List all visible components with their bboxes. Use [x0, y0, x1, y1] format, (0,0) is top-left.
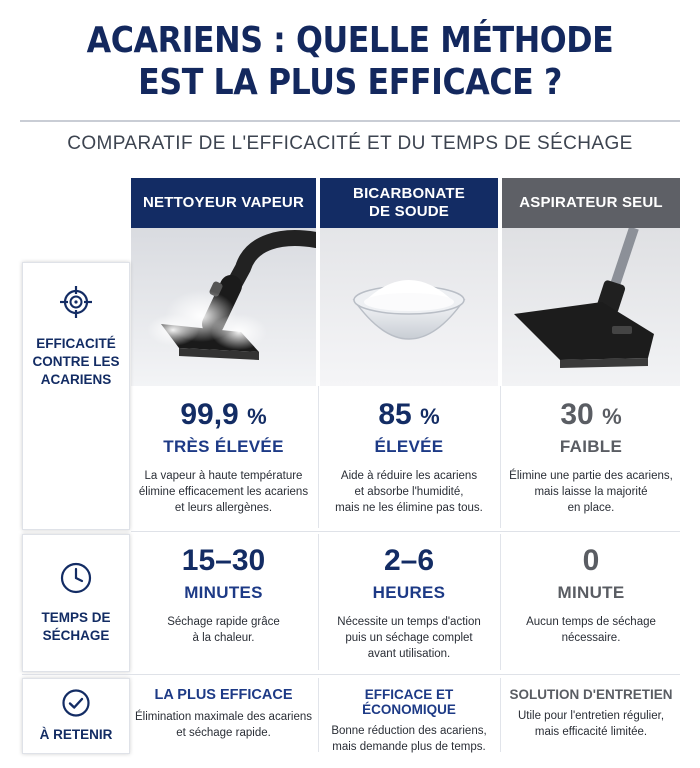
- efficacy-desc-steam-3: et leurs allergènes.: [174, 502, 273, 514]
- drying-desc-vacuum-1: Aucun temps de séchage: [526, 616, 656, 628]
- drying-cell-steam: [131, 544, 316, 646]
- efficacy-value-steam: 99,9: [180, 398, 239, 431]
- column-divider: [318, 678, 319, 752]
- row-label-retain-text: À RETENIR: [39, 727, 113, 742]
- vacuum-image: [502, 228, 680, 386]
- retain-desc-vacuum-2: mais efficacité limitée.: [534, 726, 648, 738]
- retain-desc-bicarbonate-2: mais demande plus de temps.: [332, 741, 486, 753]
- retain-title-vacuum: SOLUTION D'ENTRETIEN: [509, 687, 673, 702]
- baking-soda-image: [320, 228, 498, 386]
- retain-cell-vacuum: [502, 687, 680, 740]
- drying-value-vacuum: 0: [582, 544, 600, 577]
- efficacy-cell-bicarbonate: [320, 398, 498, 516]
- steam-cleaner-image: [131, 228, 316, 386]
- drying-unit-bicarbonate: HEURES: [372, 583, 446, 602]
- drying-desc-bicarbonate-2: puis un séchage complet: [345, 632, 473, 644]
- efficacy-desc-bicarbonate-1: Aide à réduire les acariens: [340, 470, 478, 482]
- retain-cell-bicarbonate: [320, 687, 498, 755]
- efficacy-cell-steam: [131, 398, 316, 516]
- row-label-efficacy-line2: CONTRE LES: [32, 354, 120, 369]
- row-label-retain: [22, 678, 130, 754]
- efficacy-level-bicarbonate: ÉLEVÉE: [374, 437, 444, 456]
- title-line-1: ACARIENS : QUELLE MÉTHODE: [86, 20, 614, 61]
- efficacy-cell-vacuum: [502, 398, 680, 516]
- row-label-efficacy: [22, 262, 130, 530]
- column-divider: [500, 534, 501, 670]
- drying-desc-vacuum-2: nécessaire.: [561, 632, 621, 644]
- efficacy-level-vacuum: FAIBLE: [559, 437, 623, 456]
- drying-desc-bicarbonate-1: Nécessite un temps d'action: [337, 616, 481, 628]
- row-divider: [131, 531, 680, 532]
- drying-value-bicarbonate: 2–6: [383, 544, 435, 577]
- row-label-drying-line1: TEMPS DE: [41, 610, 111, 625]
- efficacy-unit-bicarbonate: %: [420, 404, 440, 429]
- efficacy-desc-bicarbonate-2: et absorbe l'humidité,: [354, 486, 464, 498]
- drying-value-steam: 15–30: [181, 544, 266, 577]
- efficacy-value-vacuum: 30: [560, 398, 594, 431]
- retain-desc-steam-1: Élimination maximale des acariens: [134, 711, 313, 723]
- check-circle-icon: [61, 688, 91, 718]
- drying-unit-vacuum: MINUTE: [557, 583, 625, 602]
- column-header-steam: [131, 178, 316, 228]
- subtitle: COMPARATIF DE L'EFFICACITÉ ET DU TEMPS DE SÉCHAGE: [67, 133, 633, 154]
- row-label-drying: [22, 534, 130, 672]
- efficacy-desc-steam-1: La vapeur à haute température: [144, 470, 303, 482]
- efficacy-value-bicarbonate: 85: [378, 398, 412, 431]
- drying-desc-steam-2: à la chaleur.: [192, 632, 255, 644]
- row-label-efficacy-line3: ACARIENS: [40, 372, 112, 387]
- retain-desc-steam-2: et séchage rapide.: [176, 727, 271, 739]
- column-divider: [318, 534, 319, 670]
- clock-icon: [59, 561, 93, 595]
- retain-title-steam: LA PLUS EFFICACE: [154, 687, 293, 703]
- efficacy-level-steam: TRÈS ÉLEVÉE: [163, 437, 284, 456]
- column-divider: [500, 678, 501, 752]
- efficacy-unit-steam: %: [247, 404, 267, 429]
- row-label-drying-line2: SÉCHAGE: [42, 628, 110, 643]
- title-divider: [20, 120, 680, 122]
- retain-desc-vacuum-1: Utile pour l'entretien régulier,: [517, 710, 665, 722]
- efficacy-unit-vacuum: %: [602, 404, 622, 429]
- column-header-vacuum: [502, 178, 680, 228]
- column-divider: [500, 386, 501, 528]
- retain-title-bicarbonate: EFFICACE ET ÉCONOMIQUE: [362, 687, 456, 717]
- drying-cell-vacuum: [502, 544, 680, 646]
- target-crosshair-icon: [59, 285, 93, 319]
- drying-unit-steam: MINUTES: [184, 583, 263, 602]
- column-header-steam-label: NETTOYEUR VAPEUR: [142, 194, 304, 211]
- retain-desc-bicarbonate-1: Bonne réduction des acariens,: [331, 725, 487, 737]
- row-label-efficacy-line1: EFFICACITÉ: [36, 336, 116, 351]
- drying-desc-steam-1: Séchage rapide grâce: [167, 616, 280, 628]
- drying-desc-bicarbonate-3: avant utilisation.: [367, 648, 451, 660]
- column-header-bicarbonate: [320, 178, 498, 228]
- efficacy-desc-bicarbonate-3: mais ne les élimine pas tous.: [335, 502, 483, 514]
- efficacy-desc-vacuum-2: mais laisse la majorité: [534, 486, 648, 498]
- drying-cell-bicarbonate: [320, 544, 498, 662]
- efficacy-desc-steam-2: élimine efficacement les acariens: [138, 486, 309, 498]
- efficacy-desc-vacuum-3: en place.: [567, 502, 615, 514]
- column-header-bicarbonate-line2: DE SOUDE: [369, 203, 449, 220]
- efficacy-desc-vacuum-1: Élimine une partie des acariens,: [509, 470, 673, 482]
- title-line-2: EST LA PLUS EFFICACE ?: [138, 62, 562, 103]
- page-title: [42, 20, 658, 104]
- column-header-vacuum-label: ASPIRATEUR SEUL: [519, 194, 663, 211]
- row-divider: [22, 674, 680, 675]
- column-header-bicarbonate-line1: BICARBONATE: [353, 185, 465, 202]
- retain-cell-steam: [131, 687, 316, 741]
- column-divider: [318, 386, 319, 528]
